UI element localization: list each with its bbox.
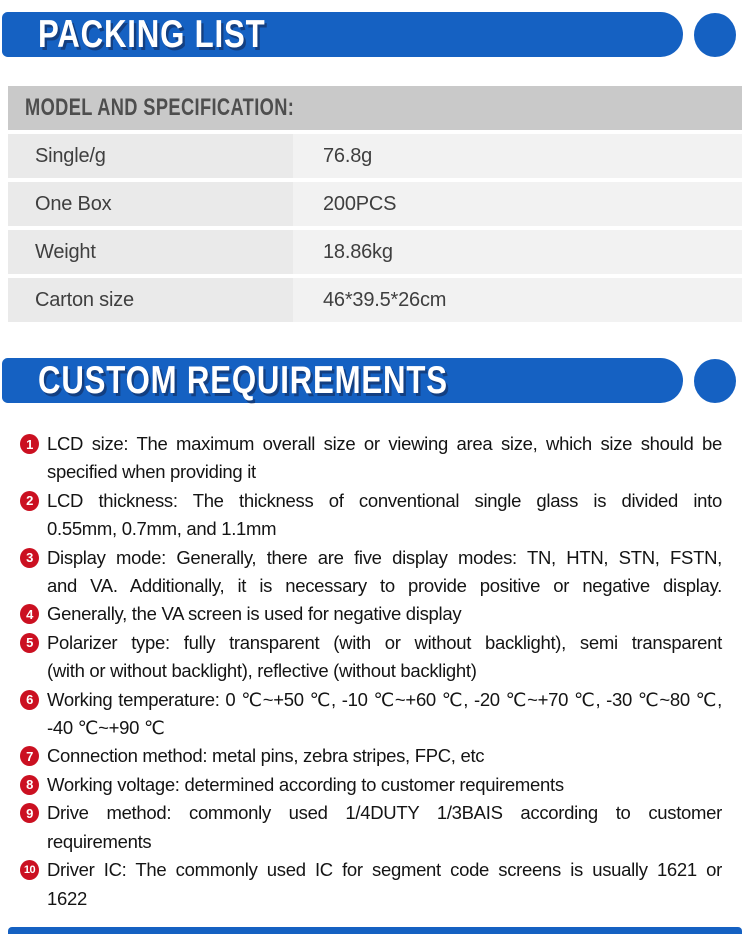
list-item-text: Drive method: commonly used 1/4DUTY 1/3BAIS according to customer requirements bbox=[47, 802, 722, 852]
list-item bbox=[20, 686, 722, 743]
list-item bbox=[20, 629, 722, 686]
list-item-text: LCD thickness: The thickness of conventional single glass is divided into 0.55mm, 0.7mm, and 1.1mm bbox=[47, 489, 722, 540]
header-dot-decoration bbox=[694, 359, 736, 403]
spec-row-label: Weight bbox=[8, 230, 293, 274]
list-item-text: Polarizer type: fully transparent (with or without backlight), semi transparent (with or without backlight), reflective (without backlight) bbox=[47, 631, 722, 682]
spec-row-label: Carton size bbox=[8, 278, 293, 322]
list-item-text: Working voltage: determined according to customer requirements bbox=[47, 773, 564, 795]
list-item bbox=[20, 771, 722, 799]
spec-row-label: Single/g bbox=[8, 134, 293, 178]
list-item-text: Driver IC: The commonly used IC for segment code screens is usually 1621 or 1622 bbox=[47, 859, 722, 909]
next-section-bar-cutoff bbox=[8, 927, 742, 934]
table-row bbox=[8, 230, 742, 274]
spec-table-header bbox=[8, 86, 742, 130]
list-item bbox=[20, 742, 722, 770]
custom-requirements-title: CUSTOM REQUIREMENTS bbox=[38, 359, 448, 402]
table-row bbox=[8, 182, 742, 226]
model-specification-table bbox=[8, 86, 742, 326]
spec-row-value: 200PCS bbox=[293, 182, 742, 226]
list-item-text: LCD size: The maximum overall size or viewing area size, which size should be specified when providing it bbox=[47, 433, 722, 483]
number-badge-icon: 7 bbox=[20, 746, 39, 766]
list-item-text: Generally, the VA screen is used for negative display bbox=[47, 603, 462, 625]
table-row bbox=[8, 278, 742, 322]
number-badge-icon: 1 bbox=[20, 434, 39, 454]
list-item-text: Display mode: Generally, there are five display modes: TN, HTN, STN, FSTN, and VA. Additionally, it is necessary to provide positive or negative display. bbox=[47, 546, 722, 597]
spec-row-value: 76.8g bbox=[293, 134, 742, 178]
spec-row-value: 18.86kg bbox=[293, 230, 742, 274]
number-badge-icon: 3 bbox=[20, 548, 39, 568]
list-item bbox=[20, 600, 722, 628]
list-item bbox=[20, 430, 722, 487]
number-badge-icon: 2 bbox=[20, 491, 39, 511]
list-item bbox=[20, 799, 722, 856]
spec-table-header-label: MODEL AND SPECIFICATION: bbox=[25, 94, 295, 121]
list-item-text: Working temperature: 0 ℃~+50 ℃, -10 ℃~+60 ℃, -20 ℃~+70 ℃, -30 ℃~80 ℃, -40 ℃~+90 ℃ bbox=[47, 688, 722, 739]
list-item bbox=[20, 544, 722, 601]
table-row bbox=[8, 134, 742, 178]
number-badge-icon: 10 bbox=[20, 860, 39, 880]
list-item bbox=[20, 487, 722, 544]
number-badge-icon: 9 bbox=[20, 803, 39, 823]
packing-list-header bbox=[0, 12, 750, 57]
number-badge-icon: 6 bbox=[20, 690, 39, 710]
number-badge-icon: 5 bbox=[20, 633, 39, 653]
header-dot-decoration bbox=[694, 13, 736, 57]
number-badge-icon: 4 bbox=[20, 604, 39, 624]
number-badge-icon: 8 bbox=[20, 775, 39, 795]
requirements-list bbox=[0, 430, 750, 913]
custom-requirements-header bbox=[0, 358, 750, 403]
list-item bbox=[20, 856, 722, 913]
spec-row-value: 46*39.5*26cm bbox=[293, 278, 742, 322]
spec-table-rows bbox=[8, 134, 742, 322]
spec-row-label: One Box bbox=[8, 182, 293, 226]
packing-list-title: PACKING LIST bbox=[38, 13, 266, 56]
list-item-text: Connection method: metal pins, zebra stripes, FPC, etc bbox=[47, 745, 485, 767]
